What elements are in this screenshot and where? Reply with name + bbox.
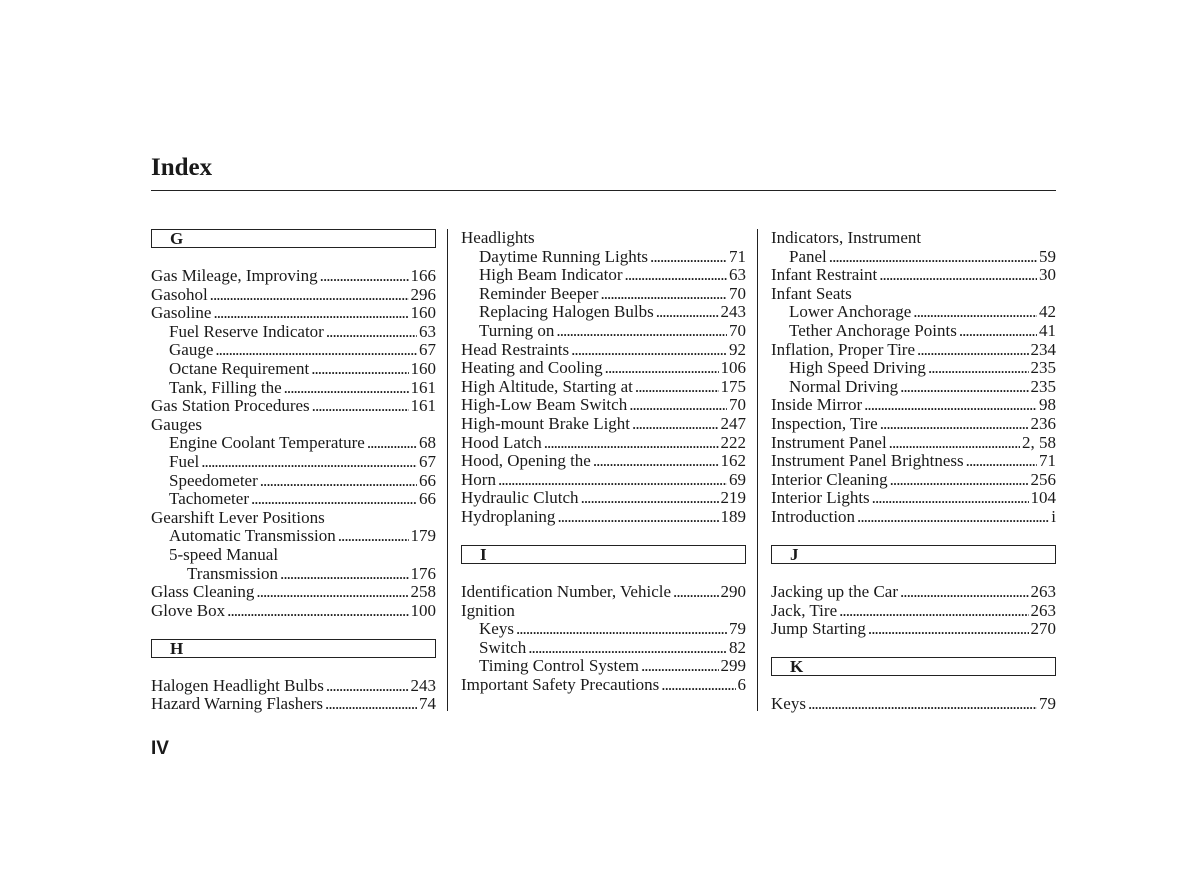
- entry-text: Hydroplaning: [461, 506, 556, 526]
- leader-dots: [338, 527, 409, 546]
- entry-page-number: 100: [410, 600, 436, 620]
- index-entry: [771, 378, 1056, 397]
- entry-text: High-mount Brake Light: [461, 413, 631, 433]
- leader-dots: [889, 434, 1020, 453]
- entry-text: Keys: [479, 619, 514, 639]
- index-entry: [771, 229, 1056, 248]
- leader-dots: [641, 657, 719, 676]
- leader-dots: [868, 620, 1029, 639]
- leader-dots: [900, 583, 1029, 602]
- leader-dots: [498, 471, 727, 490]
- entry-text: Infant Seats: [771, 283, 852, 303]
- entry-text: Timing Control System: [479, 656, 639, 676]
- index-entry: [461, 322, 746, 341]
- entry-text: Gasohol: [151, 284, 208, 304]
- section-spacer: [461, 527, 746, 546]
- leader-dots: [808, 695, 1037, 714]
- leader-dots: [556, 322, 727, 341]
- entry-page-number: 235: [1030, 358, 1056, 378]
- entry-page-number: 256: [1030, 469, 1056, 489]
- leader-dots: [635, 378, 719, 397]
- entry-text: Inspection, Tire: [771, 413, 878, 433]
- index-entry: [461, 657, 746, 676]
- leader-dots: [673, 583, 718, 602]
- entry-page-number: 235: [1030, 376, 1056, 396]
- index-entry: [771, 303, 1056, 322]
- index-entry: [151, 379, 436, 398]
- index-entry: [771, 602, 1056, 621]
- leader-dots: [213, 304, 408, 323]
- entry-page-number: 296: [410, 284, 436, 304]
- index-entry: [771, 415, 1056, 434]
- entry-page-number: 79: [1039, 694, 1056, 714]
- index-entry: [771, 471, 1056, 490]
- index-entry: [151, 397, 436, 416]
- entry-text: High Altitude, Starting at: [461, 376, 633, 396]
- entry-text: Reminder Beeper: [479, 283, 599, 303]
- entry-text: Glove Box: [151, 600, 226, 620]
- leader-dots: [581, 489, 719, 508]
- entry-text: Panel: [789, 246, 827, 266]
- section-spacer: [771, 639, 1056, 658]
- entry-text: Halogen Headlight Bulbs: [151, 675, 324, 695]
- entry-page-number: 79: [729, 619, 746, 639]
- entry-page-number: 104: [1030, 488, 1056, 508]
- entry-page-number: 67: [419, 451, 436, 471]
- index-column-1: [151, 229, 436, 714]
- entry-page-number: 243: [410, 675, 436, 695]
- index-entry: [461, 471, 746, 490]
- leader-dots: [280, 565, 408, 584]
- entry-text: Horn: [461, 469, 496, 489]
- leader-dots: [326, 323, 417, 342]
- entry-page-number: 162: [720, 451, 746, 471]
- entry-page-number: 222: [720, 432, 746, 452]
- index-entry: [771, 285, 1056, 304]
- entry-page-number: 160: [410, 358, 436, 378]
- index-entry: [151, 565, 436, 584]
- index-entry: [771, 396, 1056, 415]
- index-entry: [461, 489, 746, 508]
- page-title: Index: [151, 154, 213, 181]
- entry-page-number: 2, 58: [1022, 432, 1056, 452]
- leader-dots: [661, 676, 735, 695]
- section-heading: J: [771, 545, 1056, 564]
- leader-dots: [650, 248, 727, 267]
- index-entry: [461, 452, 746, 471]
- index-entry: [151, 304, 436, 323]
- entry-text: Gas Mileage, Improving: [151, 266, 318, 285]
- leader-dots: [593, 452, 719, 471]
- entry-page-number: 59: [1039, 246, 1056, 266]
- entry-page-number: 82: [729, 637, 746, 657]
- leader-dots: [913, 303, 1037, 322]
- entry-page-number: 270: [1030, 619, 1056, 639]
- entry-text: Hood, Opening the: [461, 451, 591, 471]
- leader-dots: [256, 583, 408, 602]
- leader-dots: [312, 397, 409, 416]
- leader-dots: [201, 453, 417, 472]
- index-entry: [461, 229, 746, 248]
- entry-page-number: 175: [720, 376, 746, 396]
- leader-dots: [311, 360, 408, 379]
- index-entry: [151, 360, 436, 379]
- index-column-2: [461, 229, 746, 695]
- leader-dots: [632, 415, 718, 434]
- leader-dots: [571, 341, 727, 360]
- entry-text: Speedometer: [169, 470, 258, 490]
- entry-page-number: 219: [720, 488, 746, 508]
- index-entry: [771, 248, 1056, 267]
- index-entry: [151, 453, 436, 472]
- index-entry: [151, 341, 436, 360]
- entry-page-number: 68: [419, 433, 436, 453]
- leader-dots: [320, 267, 409, 286]
- index-entry: [771, 489, 1056, 508]
- entry-text: Head Restraints: [461, 339, 570, 359]
- entry-text: High-Low Beam Switch: [461, 395, 628, 415]
- leader-dots: [879, 266, 1037, 285]
- index-entry: [461, 639, 746, 658]
- entry-text: Hood Latch: [461, 432, 542, 452]
- title-rule: [151, 190, 1056, 191]
- entry-page-number: 63: [419, 321, 436, 341]
- entry-text: Fuel Reserve Indicator: [169, 321, 324, 341]
- entry-text: Gearshift Lever Positions: [151, 507, 325, 527]
- leader-dots: [629, 396, 727, 415]
- index-entry: [151, 286, 436, 305]
- entry-page-number: 258: [410, 582, 436, 602]
- entry-page-number: 70: [729, 395, 746, 415]
- entry-page-number: 243: [720, 302, 746, 322]
- leader-dots: [857, 508, 1049, 527]
- leader-dots: [917, 341, 1028, 360]
- entry-text: Identification Number, Vehicle: [461, 582, 672, 602]
- section-heading: H: [151, 639, 436, 658]
- entry-text: Gauge: [169, 340, 214, 360]
- index-entry: [461, 676, 746, 695]
- section-heading: I: [461, 545, 746, 564]
- entry-page-number: 6: [737, 675, 746, 695]
- entry-page-number: 179: [410, 526, 436, 546]
- entry-page-number: 63: [729, 265, 746, 285]
- index-entry: [771, 583, 1056, 602]
- entry-text: Switch: [479, 637, 527, 657]
- leader-dots: [872, 489, 1029, 508]
- index-entry: [151, 472, 436, 491]
- entry-page-number: 263: [1030, 582, 1056, 602]
- index-entry: [771, 434, 1056, 453]
- leader-dots: [966, 452, 1037, 471]
- leader-dots: [959, 322, 1037, 341]
- entry-text: Jack, Tire: [771, 600, 838, 620]
- leader-dots: [516, 620, 727, 639]
- entry-page-number: 299: [720, 656, 746, 676]
- entry-text: Lower Anchorage: [789, 302, 912, 322]
- index-entry: [771, 452, 1056, 471]
- entry-text: Tank, Filling the: [169, 377, 282, 397]
- entry-text: Tachometer: [169, 489, 249, 509]
- index-entry: [771, 359, 1056, 378]
- entry-page-number: 67: [419, 340, 436, 360]
- index-entry: [771, 341, 1056, 360]
- leader-dots: [326, 677, 409, 696]
- index-entry: [461, 415, 746, 434]
- entry-text: Instrument Panel Brightness: [771, 451, 964, 471]
- leader-dots: [605, 359, 719, 378]
- index-entry: [771, 322, 1056, 341]
- leader-dots: [215, 341, 417, 360]
- leader-dots: [325, 695, 417, 714]
- entry-page-number: 30: [1039, 265, 1056, 285]
- entry-page-number: 247: [720, 413, 746, 433]
- section-heading: K: [771, 657, 1056, 676]
- entry-page-number: 236: [1030, 413, 1056, 433]
- leader-dots: [625, 266, 727, 285]
- index-entry: [461, 285, 746, 304]
- index-entry: [151, 677, 436, 696]
- index-entry: [151, 546, 436, 565]
- entry-text: Heating and Cooling: [461, 358, 603, 378]
- entry-page-number: i: [1051, 506, 1056, 526]
- leader-dots: [227, 602, 408, 621]
- entry-text: Headlights: [461, 228, 535, 247]
- index-entry: [461, 434, 746, 453]
- index-entry: [461, 341, 746, 360]
- leader-dots: [839, 602, 1028, 621]
- entry-text: Important Safety Precautions: [461, 675, 660, 695]
- index-entry: [461, 359, 746, 378]
- entry-text: Inflation, Proper Tire: [771, 339, 916, 359]
- entry-text: Indicators, Instrument: [771, 228, 922, 247]
- leader-dots: [829, 248, 1037, 267]
- index-entry: [151, 509, 436, 528]
- entry-page-number: 176: [410, 563, 436, 583]
- entry-page-number: 234: [1030, 339, 1056, 359]
- entry-text: Gas Station Procedures: [151, 396, 310, 416]
- entry-text: Engine Coolant Temperature: [169, 433, 365, 453]
- entry-text: Introduction: [771, 506, 856, 526]
- entry-text: Daytime Running Lights: [479, 246, 649, 266]
- entry-text: Transmission: [187, 563, 279, 583]
- index-column-3: [771, 229, 1056, 714]
- index-entry: [151, 695, 436, 714]
- index-entry: [771, 695, 1056, 714]
- section-heading: G: [151, 229, 436, 248]
- entry-text: Interior Lights: [771, 488, 870, 508]
- entry-text: Gasoline: [151, 303, 212, 323]
- index-entry: [151, 434, 436, 453]
- entry-page-number: 41: [1039, 320, 1056, 340]
- index-entry: [151, 323, 436, 342]
- leader-dots: [260, 472, 417, 491]
- index-entry: [151, 602, 436, 621]
- entry-text: Glass Cleaning: [151, 582, 255, 602]
- entry-page-number: 161: [410, 377, 436, 397]
- entry-text: Octane Requirement: [169, 358, 310, 378]
- entry-text: Instrument Panel: [771, 432, 887, 452]
- leader-dots: [210, 286, 409, 305]
- leader-dots: [251, 490, 417, 509]
- leader-dots: [544, 434, 719, 453]
- entry-text: Jacking up the Car: [771, 582, 898, 602]
- entry-page-number: 69: [729, 469, 746, 489]
- leader-dots: [864, 396, 1037, 415]
- entry-text: 5-speed Manual: [169, 544, 279, 564]
- entry-text: Turning on: [479, 320, 555, 340]
- entry-page-number: 189: [720, 506, 746, 526]
- entry-page-number: 70: [729, 283, 746, 303]
- entry-text: Hydraulic Clutch: [461, 488, 579, 508]
- leader-dots: [600, 285, 727, 304]
- entry-page-number: 161: [410, 396, 436, 416]
- entry-text: Interior Cleaning: [771, 469, 888, 489]
- leader-dots: [284, 379, 409, 398]
- entry-page-number: 71: [729, 246, 746, 266]
- entry-text: Normal Driving: [789, 376, 899, 396]
- index-entry: [151, 416, 436, 435]
- index-entry: [151, 267, 436, 286]
- entry-page-number: 74: [419, 694, 436, 714]
- entry-text: Gauges: [151, 414, 202, 434]
- index-entry: [461, 583, 746, 602]
- index-entry: [151, 527, 436, 546]
- entry-text: High Beam Indicator: [479, 265, 623, 285]
- index-entry: [461, 266, 746, 285]
- leader-dots: [880, 415, 1029, 434]
- entry-page-number: 166: [410, 266, 436, 285]
- leader-dots: [557, 508, 718, 527]
- index-entry: [151, 583, 436, 602]
- leader-dots: [367, 434, 417, 453]
- entry-page-number: 160: [410, 303, 436, 323]
- entry-text: Infant Restraint: [771, 265, 878, 285]
- entry-page-number: 42: [1039, 302, 1056, 322]
- index-entry: [461, 396, 746, 415]
- entry-text: High Speed Driving: [789, 358, 926, 378]
- index-entry: [771, 508, 1056, 527]
- entry-page-number: 70: [729, 320, 746, 340]
- leader-dots: [656, 303, 719, 322]
- index-entry: [461, 620, 746, 639]
- index-entry: [461, 248, 746, 267]
- entry-text: Hazard Warning Flashers: [151, 694, 324, 714]
- section-spacer: [151, 620, 436, 639]
- leader-dots: [928, 359, 1029, 378]
- entry-page-number: 92: [729, 339, 746, 359]
- index-entry: [461, 602, 746, 621]
- index-entry: [151, 490, 436, 509]
- entry-text: Tether Anchorage Points: [789, 320, 957, 340]
- entry-page-number: 106: [720, 358, 746, 378]
- index-entry: [771, 620, 1056, 639]
- entry-page-number: 263: [1030, 600, 1056, 620]
- entry-page-number: 71: [1039, 451, 1056, 471]
- entry-text: Automatic Transmission: [169, 526, 336, 546]
- entry-page-number: 66: [419, 489, 436, 509]
- column-divider: [757, 229, 758, 711]
- entry-text: Replacing Halogen Bulbs: [479, 302, 654, 322]
- entry-page-number: 66: [419, 470, 436, 490]
- entry-text: Keys: [771, 694, 806, 714]
- column-divider: [447, 229, 448, 711]
- index-entry: [461, 378, 746, 397]
- index-entry: [771, 266, 1056, 285]
- page-number: IV: [151, 738, 169, 759]
- entry-page-number: 98: [1039, 395, 1056, 415]
- entry-text: Inside Mirror: [771, 395, 863, 415]
- entry-text: Ignition: [461, 600, 515, 620]
- leader-dots: [890, 471, 1029, 490]
- entry-text: Fuel: [169, 451, 200, 471]
- section-spacer: [771, 527, 1056, 546]
- leader-dots: [900, 378, 1028, 397]
- index-entry: [461, 303, 746, 322]
- index-entry: [461, 508, 746, 527]
- entry-page-number: 290: [720, 582, 746, 602]
- entry-text: Jump Starting: [771, 619, 866, 639]
- leader-dots: [528, 639, 727, 658]
